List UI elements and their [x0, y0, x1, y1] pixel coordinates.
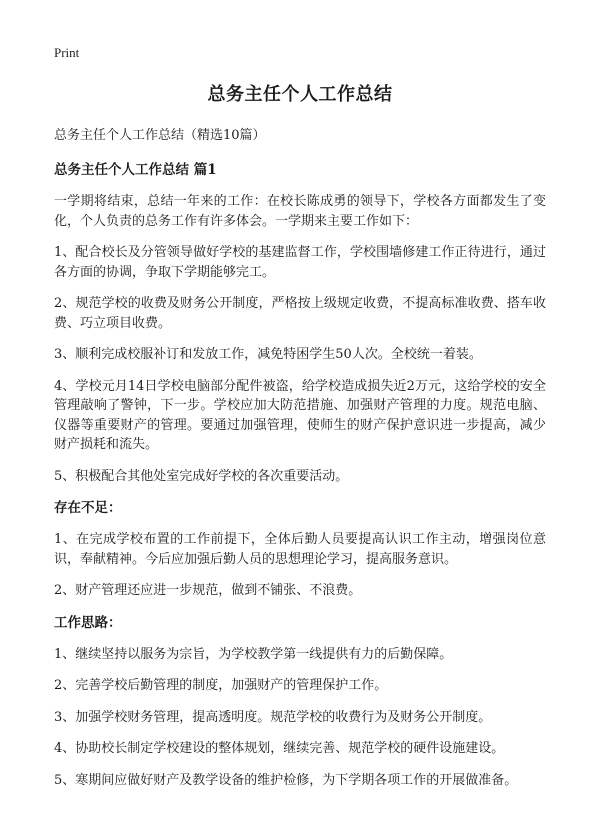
section-heading-work-ideas: 工作思路：	[54, 614, 122, 631]
print-link[interactable]: Print	[54, 45, 80, 60]
work-item-2: 2、规范学校的收费及财务公开制度，严格按上级规定收费，不提高标准收费、搭车收费、巧立项目收费。	[54, 296, 546, 331]
shortcoming-item-2: 2、财产管理还应进一步规范，做到不铺张、不浪费。	[54, 583, 362, 598]
work-item-4: 4、学校元月14日学校电脑部分配件被盗，给学校造成损失近2万元，这给学校的安全管理敲响了警钟，下一步。学校应加大防范措施、加强财产管理的力度。规范电脑、仪器等重要财产的管理。要通过加强管理，使师生的财产保护意识进一步提高，减少财产损耗和流失。	[54, 378, 546, 452]
idea-item-4: 4、协助校长制定学校建设的整体规划，继续完善、规范学校的硬件设施建设。	[54, 741, 505, 756]
work-item-1: 1、配合校长及分管领导做好学校的基建监督工作，学校围墙修建工作正待进行，通过各方面的协调，争取下学期能够完工。	[54, 245, 546, 280]
section-heading-part1: 总务主任个人工作总结 篇1	[54, 162, 217, 178]
idea-item-3: 3、加强学校财务管理，提高透明度。规范学校的收费行为及财务公开制度。	[54, 709, 492, 725]
idea-item-5: 5、寒期间应做好财产及教学设备的维护检修，为下学期各项工作的开展做准备。	[54, 772, 518, 788]
document-subtitle: 总务主任个人工作总结（精选10篇）	[54, 128, 266, 143]
work-item-3: 3、顺利完成校服补订和发放工作，减免特困学生50人次。全校统一着装。	[54, 347, 482, 362]
page-title: 总务主任个人工作总结	[207, 84, 393, 105]
idea-item-2: 2、完善学校后勤管理的制度，加强财产的管理保护工作。	[54, 678, 388, 693]
intro-paragraph: 一学期将结束，总结一年来的工作：在校长陈成勇的领导下，学校各方面都发生了变化，个人负责的总务工作有许多体会。一学期来主要工作如下：	[54, 194, 546, 229]
shortcoming-item-1: 1、在完成学校布置的工作前提下，全体后勤人员要提高认识工作主动，增强岗位意识，奉献精神。今后应加强后勤人员的思想理论学习，提高服务意识。	[54, 532, 546, 567]
section-heading-shortcomings: 存在不足：	[54, 500, 122, 516]
work-item-5: 5、积极配合其他处室完成好学校的各次重要活动。	[54, 468, 349, 484]
idea-item-1: 1、继续坚持以服务为宗旨，为学校教学第一线提供有力的后勤保障。	[54, 646, 453, 662]
